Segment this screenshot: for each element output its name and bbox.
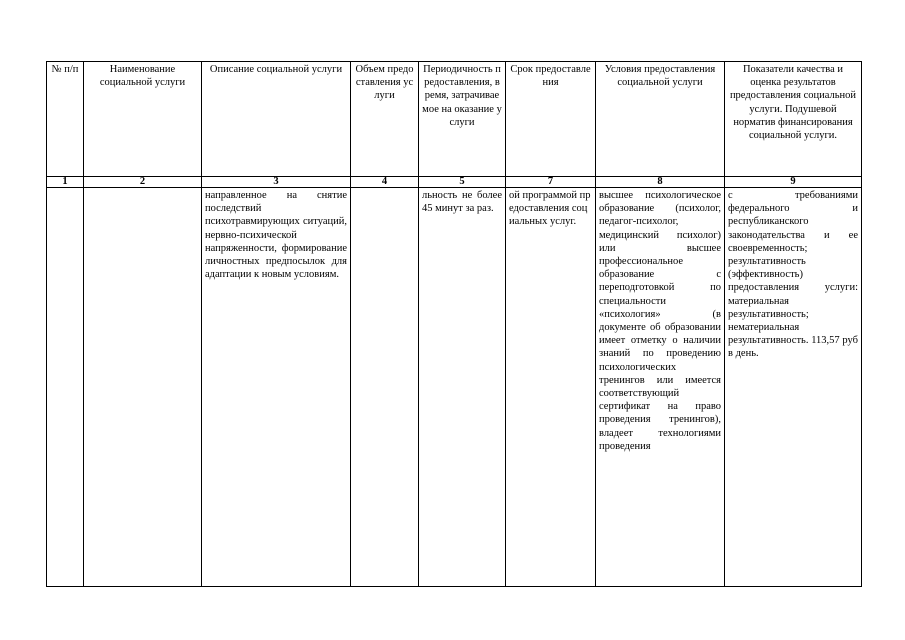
table-row xyxy=(47,188,862,587)
header-cell-conditions: Условия предоставления социальной услуги xyxy=(596,62,725,177)
header-cell-quality: Показатели качества и оценка результатов предоставления социальной услуги. Подушевой норматив финансирования социальной услуги. xyxy=(725,62,862,177)
header-cell-volume: Объем предоставления услуги xyxy=(351,62,419,177)
cell-conditions: высшее психологическое образование (психолог, педагог-психолог, медицинский психолог) или высшее профессиональное образование с переподготовкой по специальности «психология» (в документе об образовании имеет отметку о наличии знаний по проведению психологических тренингов или имеется соответствующий сертификат на право проведения тренингов), владеет технологиями проведения xyxy=(596,188,725,587)
cell-service-name xyxy=(84,188,202,587)
cell-description: направленное на снятие последствий психотравмирующих ситуаций, нервно-психической напряженности, формирование личностных предпосылок для адаптации к новым условиям. xyxy=(202,188,351,587)
cell-volume xyxy=(351,188,419,587)
column-number-row xyxy=(47,177,862,188)
cell-number xyxy=(47,188,84,587)
cell-quality: с требованиями федерального и республиканского законодательства и ее своевременность; результативность (эффективность) предоставления услуги: материальная результативность; нематериальная результативность. 113,57 руб в день. xyxy=(725,188,862,587)
column-number: 2 xyxy=(84,177,202,188)
column-number: 4 xyxy=(351,177,419,188)
header-cell-number: № п/п xyxy=(47,62,84,177)
column-number: 5 xyxy=(419,177,506,188)
header-cell-service-name: Наименование социальной услуги xyxy=(84,62,202,177)
column-number: 9 xyxy=(725,177,862,188)
column-number: 3 xyxy=(202,177,351,188)
column-number: 1 xyxy=(47,177,84,188)
cell-term: ой программой предоставления социальных услуг. xyxy=(506,188,596,587)
header-cell-periodicity: Периодичность предоставления, время, затрачиваемое на оказание услуги xyxy=(419,62,506,177)
column-number: 7 xyxy=(506,177,596,188)
social-services-table xyxy=(46,61,862,587)
column-number: 8 xyxy=(596,177,725,188)
header-cell-description: Описание социальной услуги xyxy=(202,62,351,177)
cell-periodicity: льность не более 45 минут за раз. xyxy=(419,188,506,587)
header-cell-term: Срок предоставления xyxy=(506,62,596,177)
header-row xyxy=(47,62,862,177)
